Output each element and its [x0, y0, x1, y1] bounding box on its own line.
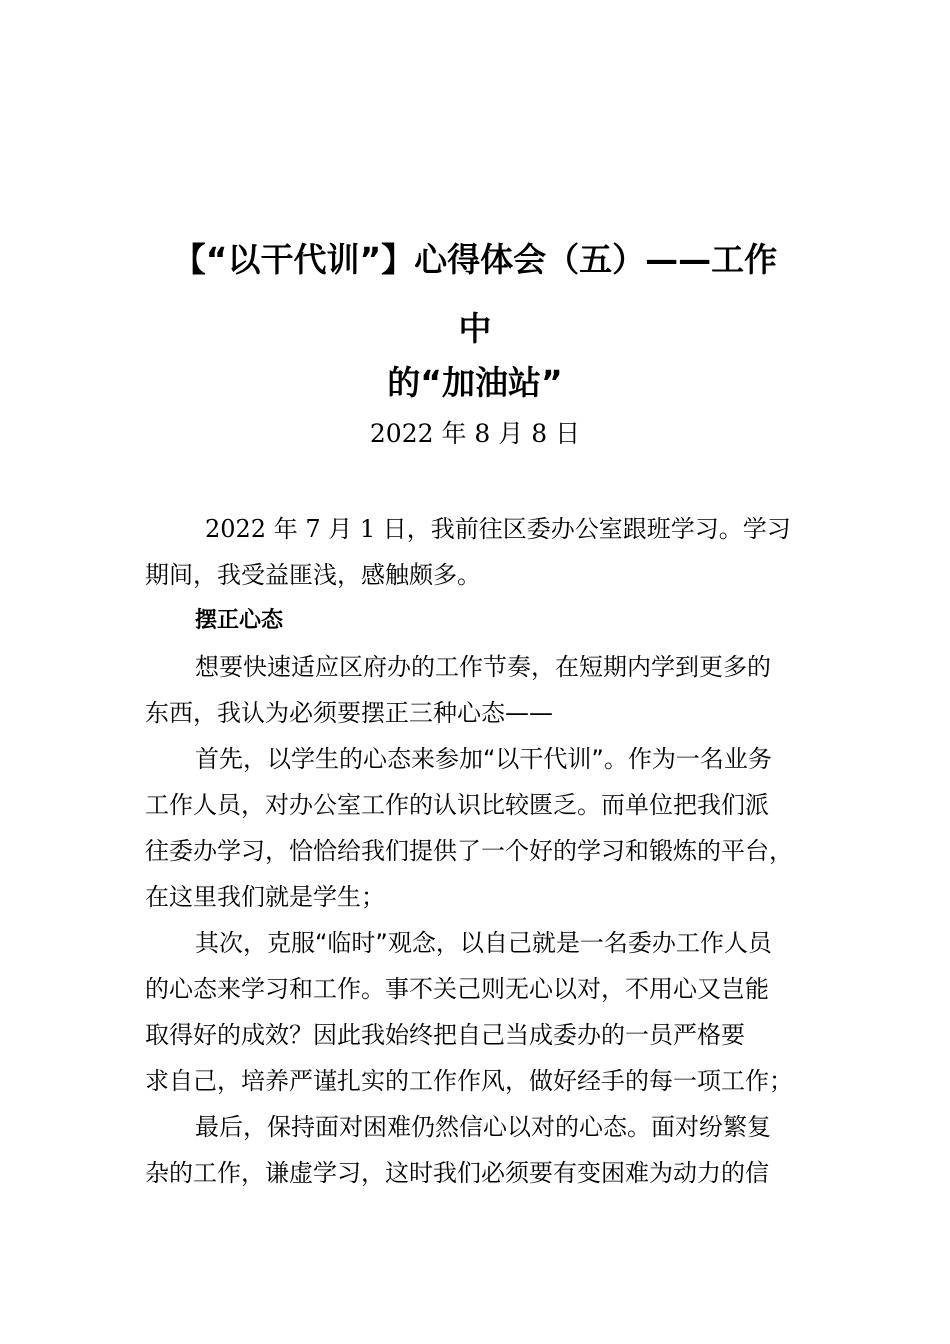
paragraph-line: 首先，以学生的心态来参加“以干代训”。作为一名业务: [195, 745, 772, 773]
paragraph-line: 想要快速适应区府办的工作节奏，在短期内学到更多的: [195, 653, 771, 681]
paragraph-line: 往委办学习，恰恰给我们提供了一个好的学习和锻炼的平台，: [145, 837, 793, 865]
paragraph-line: 东西，我认为必须要摆正三种心态——: [145, 699, 553, 727]
paragraph-line: 工作人员，对办公室工作的认识比较匮乏。而单位把我们派: [145, 791, 769, 819]
document-body: [145, 506, 825, 1196]
paragraph-line: 杂的工作，谦虚学习，这时我们必须要有变困难为动力的信: [145, 1159, 769, 1187]
section-heading: 摆正心态: [195, 608, 284, 633]
paragraph-line: 最后，保持面对困难仍然信心以对的心态。面对纷繁复: [195, 1113, 771, 1141]
paragraph-line: 的心态来学习和工作。事不关己则无心以对，不用心又岂能: [145, 975, 769, 1003]
title-line-1: 【“以干代训”】心得体会（五）——工作: [172, 240, 778, 279]
paragraph-line: 在这里我们就是学生；: [145, 883, 385, 911]
title-line-2: 中: [458, 309, 492, 348]
paragraph-line: 其次，克服“临时”观念，以自己就是一名委办工作人员: [195, 929, 772, 957]
paragraph-line: 期间，我受益匪浅，感触颇多。: [145, 561, 481, 589]
paragraph-line: 2022 年 7 月 1 日，我前往区委办公室跟班学习。学习: [205, 515, 791, 543]
paragraph-line: 取得好的成效？因此我始终把自己当成委办的一员严格要: [145, 1021, 745, 1049]
document-date: 2022 年 8 月 8 日: [369, 419, 581, 448]
paragraph-line: 求自己，培养严谨扎实的工作作风，做好经手的每一项工作；: [145, 1067, 793, 1095]
title-line-3: 的“加油站”: [387, 363, 563, 402]
